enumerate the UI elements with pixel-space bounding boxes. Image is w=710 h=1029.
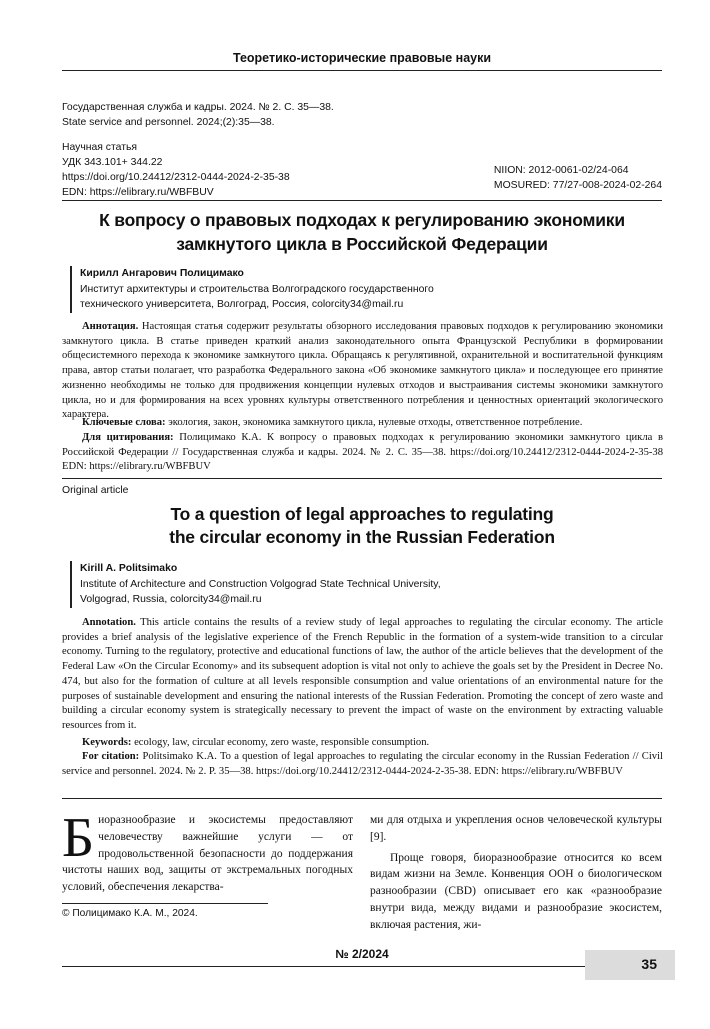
- author-name-en: Kirill A. Politsimako: [80, 563, 178, 574]
- cite-en: [62, 750, 663, 779]
- title-ru: [62, 208, 662, 256]
- udc: УДК 343.101+ 344.22: [62, 157, 163, 168]
- affiliation-ru-line2: технического университета, Волгоград, Россия, colorcity34@mail.ru: [80, 299, 404, 310]
- affiliation-en-line2: Volgograd, Russia, colorcity34@mail.ru: [80, 594, 262, 605]
- cite-ru-label: Для цитирования:: [82, 432, 174, 443]
- abstract-en-text: This article contains the results of a review study of legal approaches to regulating the circular economy. The article provides a brief analysis of the legislative experience of the French Republic in the formation of a system-wide transition to a circular economy. Turning to the regulatory, protective and educational functions of law, the author of the article believes that the development of the Federal Law «On the Circular Economy» and its subsequent adoption is vital not only to achieve the goals set by the President in Decree No. 474, but also for the formation of culture at all levels responsible consumption and value orientations of an environmental nature for the purposes of sustainable development and ensuring the national interests of the Russian Federation. Promoting the concept of zero waste and building a circular economy system is strategically necessary to prevent the impact of waste on the environment by extracting valuable resources from it.: [62, 617, 663, 731]
- issue-number: № 2/2024: [335, 947, 389, 961]
- doi-link[interactable]: https://doi.org/10.24412/2312-0444-2024-2-35-38: [62, 172, 290, 183]
- body-right-p2: Проще говоря, биоразнообразие относится ко всем видам жизни на Земле. Конвенция ООН о биологическом разнообразии (CBD) описывает его как «разнообразие внутри вида, между видами и разнообразие экосистем, включая растения, жи-: [370, 851, 662, 931]
- keywords-ru: [62, 416, 663, 431]
- footer-rule: [62, 966, 585, 967]
- author-name-ru: Кирилл Ангарович Полицимако: [80, 268, 244, 279]
- abstract-ru: [62, 320, 663, 423]
- original-article-label: Original article: [62, 485, 129, 496]
- citation-en: State service and personnel. 2024;(2):35—38.: [62, 117, 275, 128]
- title-en-line1: To a question of legal approaches to regulating: [170, 504, 554, 524]
- footnote-rule: [62, 903, 268, 904]
- niion: NIION: 2012-0061-02/24-064: [493, 165, 629, 176]
- meta-rule: [62, 200, 662, 201]
- keywords-en-text: ecology, law, circular economy, zero waste, responsible consumption.: [134, 737, 430, 748]
- title-ru-line2: замкнутого цикла в Российской Федерации: [176, 234, 548, 254]
- affiliation-ru-line1: Институт архитектуры и строительства Волгоградского государственного: [80, 283, 434, 295]
- body-right-p1: ми для отдыха и укрепления основ человеческой культуры [9].: [370, 814, 662, 843]
- abstract-ru-label: Аннотация.: [82, 321, 139, 332]
- keywords-en: [62, 736, 663, 751]
- keywords-ru-text: экология, закон, экономика замкнутого цикла, нулевые отходы, ответственное потребление.: [168, 417, 583, 428]
- citation-ru: Государственная служба и кадры. 2024. № 2. С. 35—38.: [62, 102, 334, 113]
- drop-cap: Б: [62, 807, 95, 869]
- abstract-en-label: Annotation.: [82, 617, 136, 628]
- article-type: Научная статья: [62, 142, 137, 153]
- cite-ru: [62, 431, 663, 475]
- running-title: Теоретико-исторические правовые науки: [232, 51, 492, 65]
- title-ru-line1: К вопросу о правовых подходах к регулированию экономики: [99, 210, 625, 230]
- abstract-ru-text: Настоящая статья содержит результаты обзорного исследования правовых подходов к регулированию экономики замкнутого цикла. В статье приведен краткий анализ законодательного опыта Французской Республики в формировании общесистемного перехода к экономике замкнутого цикла. Обращаясь к регулятивной, охранительной и воспитательной функциям права, автор статьи полагает, что разработка Федерального закона «Об экономике замкнутого цикла» и последующее его принятие жизненно необходимы не только для продвижения концепции нулевых отходов и выстраивания системы экономики замкнутого цикла, но и для формирования на всех уровнях культуры ответственного потребления и ценностных ориентаций экологического характера.: [62, 321, 663, 421]
- registry-ids: [494, 163, 662, 193]
- abstract-en: [62, 616, 663, 734]
- body-rule: [62, 798, 662, 799]
- language-rule: [62, 478, 662, 479]
- body-left-column: [62, 807, 353, 896]
- keywords-en-label: Keywords:: [82, 737, 132, 748]
- mosured: MOSURED: 77/27-008-2024-02-264: [493, 180, 662, 191]
- header-rule: [62, 70, 662, 71]
- affiliation-en-line1: Institute of Architecture and Construction Volgograd State Technical University,: [80, 578, 441, 590]
- cite-ru-text: Полицимако К.А. К вопросу о правовых подходах к регулированию экономики замкнутого цикла в Российской Федерации // Государственная служба и кадры. 2024. № 2. С. 35—38. https://doi.org/10.24412/2312-0444-2024-2-35-38 EDN: https://elibrary.ru/WBFBUV: [62, 432, 664, 473]
- author-block-ru: [70, 266, 434, 313]
- body-right-column: [370, 812, 662, 934]
- cite-en-label: For citation:: [82, 751, 140, 762]
- author-block-en: [70, 561, 441, 608]
- body-left-text: иоразнообразие и экосистемы предоставляют человечеству важнейшие услуги — от продовольственной безопасности до поддержания чистоты наших вод, защиты от экстремальных погодных условий, обеспечения лекарства-: [62, 814, 353, 894]
- edn-link[interactable]: EDN: https://elibrary.ru/WBFBUV: [62, 187, 214, 198]
- copyright-footnote: © Полицимако К.А. М., 2024.: [62, 908, 198, 919]
- keywords-ru-label: Ключевые слова:: [82, 417, 166, 428]
- page-number: 35: [641, 956, 657, 972]
- cite-en-text: Politsimako K.A. To a question of legal approaches to regulating the circular economy in the Russian Federation // Civil service and personnel. 2024. № 2. P. 35—38. https://doi.org/10.24412/2312-0444-2024-2-35-38. EDN: https://elibrary.ru/WBFBUV: [62, 751, 663, 777]
- title-en: [62, 503, 662, 549]
- title-en-line2: the circular economy in the Russian Federation: [169, 527, 555, 547]
